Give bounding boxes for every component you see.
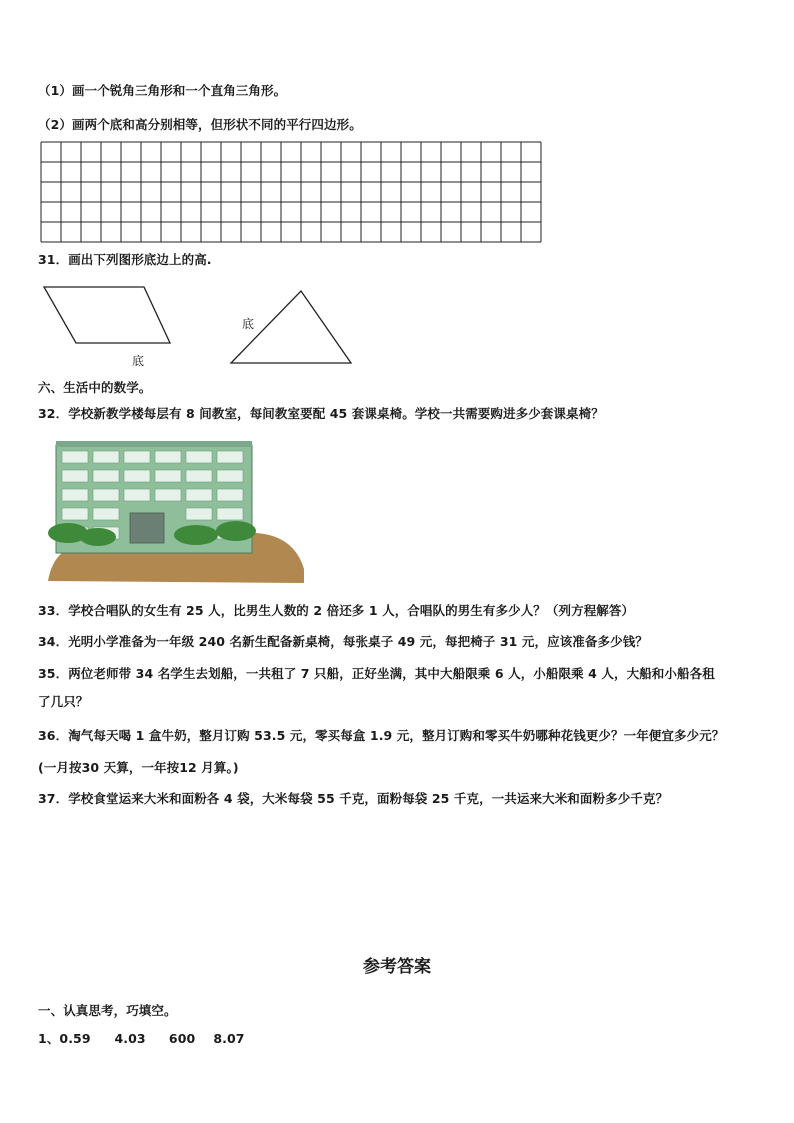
parallelogram-figure (40, 283, 180, 373)
question-35-line-2: 了几只？ (38, 694, 89, 709)
building-window (217, 470, 243, 482)
answer-1-value-2: 4.03 (114, 1031, 146, 1046)
building-window (62, 508, 88, 520)
question-36-line-1: 36．淘气每天喝 1 盒牛奶，整月订购 53.5 元，零买每盒 1.9 元，整月订购和零买牛奶哪种花钱更少？一年便宜多少元？ (38, 728, 725, 743)
building-window (186, 508, 212, 520)
question-32: 32．学校新教学楼每层有 8 间教室，每间教室要配 45 套课桌椅。学校一共需要购进多少套课桌椅？ (38, 406, 604, 421)
building-window (62, 470, 88, 482)
building-window (217, 451, 243, 463)
answer-section-1: 一、认真思考，巧填空。 (38, 1003, 177, 1018)
question-35-line-1: 35．两位老师带 34 名学生去划船，一共租了 7 只船，正好坐满，其中大船限乘 6 人，小船限乘 4 人，大船和小船各租 (38, 666, 715, 681)
answer-1-value-3: 600 (168, 1031, 196, 1046)
building-window (186, 489, 212, 501)
question-31: 31．画出下列图形底边上的高. (38, 252, 212, 267)
building-window (93, 451, 119, 463)
answer-key-title: 参考答案 (363, 957, 431, 977)
building-window (155, 489, 181, 501)
drawing-grid (40, 141, 542, 243)
answer-1-value-4: 8.07 (213, 1031, 245, 1046)
question-30-part-2: （2）画两个底和高分别相等，但形状不同的平行四边形。 (38, 117, 362, 132)
question-37: 37．学校食堂运来大米和面粉各 4 袋，大米每袋 55 千克，面粉每袋 25 千克，一共运来大米和面粉多少千克？ (38, 791, 669, 806)
building-window (93, 470, 119, 482)
building-window (217, 508, 243, 520)
answer-1-row (38, 1031, 245, 1047)
building-window (93, 508, 119, 520)
building-window (124, 470, 150, 482)
question-34: 34．光明小学准备为一年级 240 名新生配备新桌椅，每张桌子 49 元，每把椅子 31 元，应该准备多少钱？ (38, 634, 648, 649)
building-window (124, 451, 150, 463)
question-30-part-1: （1）画一个锐角三角形和一个直角三角形。 (38, 83, 287, 98)
building-window (62, 451, 88, 463)
parallelogram-base-label: 底 (132, 354, 145, 368)
building-window (93, 489, 119, 501)
triangle-figure (225, 288, 360, 368)
question-36-line-2: (一月按30 天算，一年按12 月算。) (38, 760, 239, 775)
section-6-heading: 六、生活中的数学。 (38, 380, 152, 395)
building-window (217, 489, 243, 501)
question-33: 33．学校合唱队的女生有 25 人，比男生人数的 2 倍还多 1 人，合唱队的男生有多少人？（列方程解答） (38, 603, 635, 618)
school-building-image (46, 437, 308, 589)
building-window (124, 489, 150, 501)
answer-1-value-1: 1、0.59 (38, 1031, 91, 1046)
building-window (186, 451, 212, 463)
building-window (155, 470, 181, 482)
building-window (62, 489, 88, 501)
building-window (186, 470, 212, 482)
triangle-base-label: 底 (242, 317, 255, 331)
building-window (155, 451, 181, 463)
